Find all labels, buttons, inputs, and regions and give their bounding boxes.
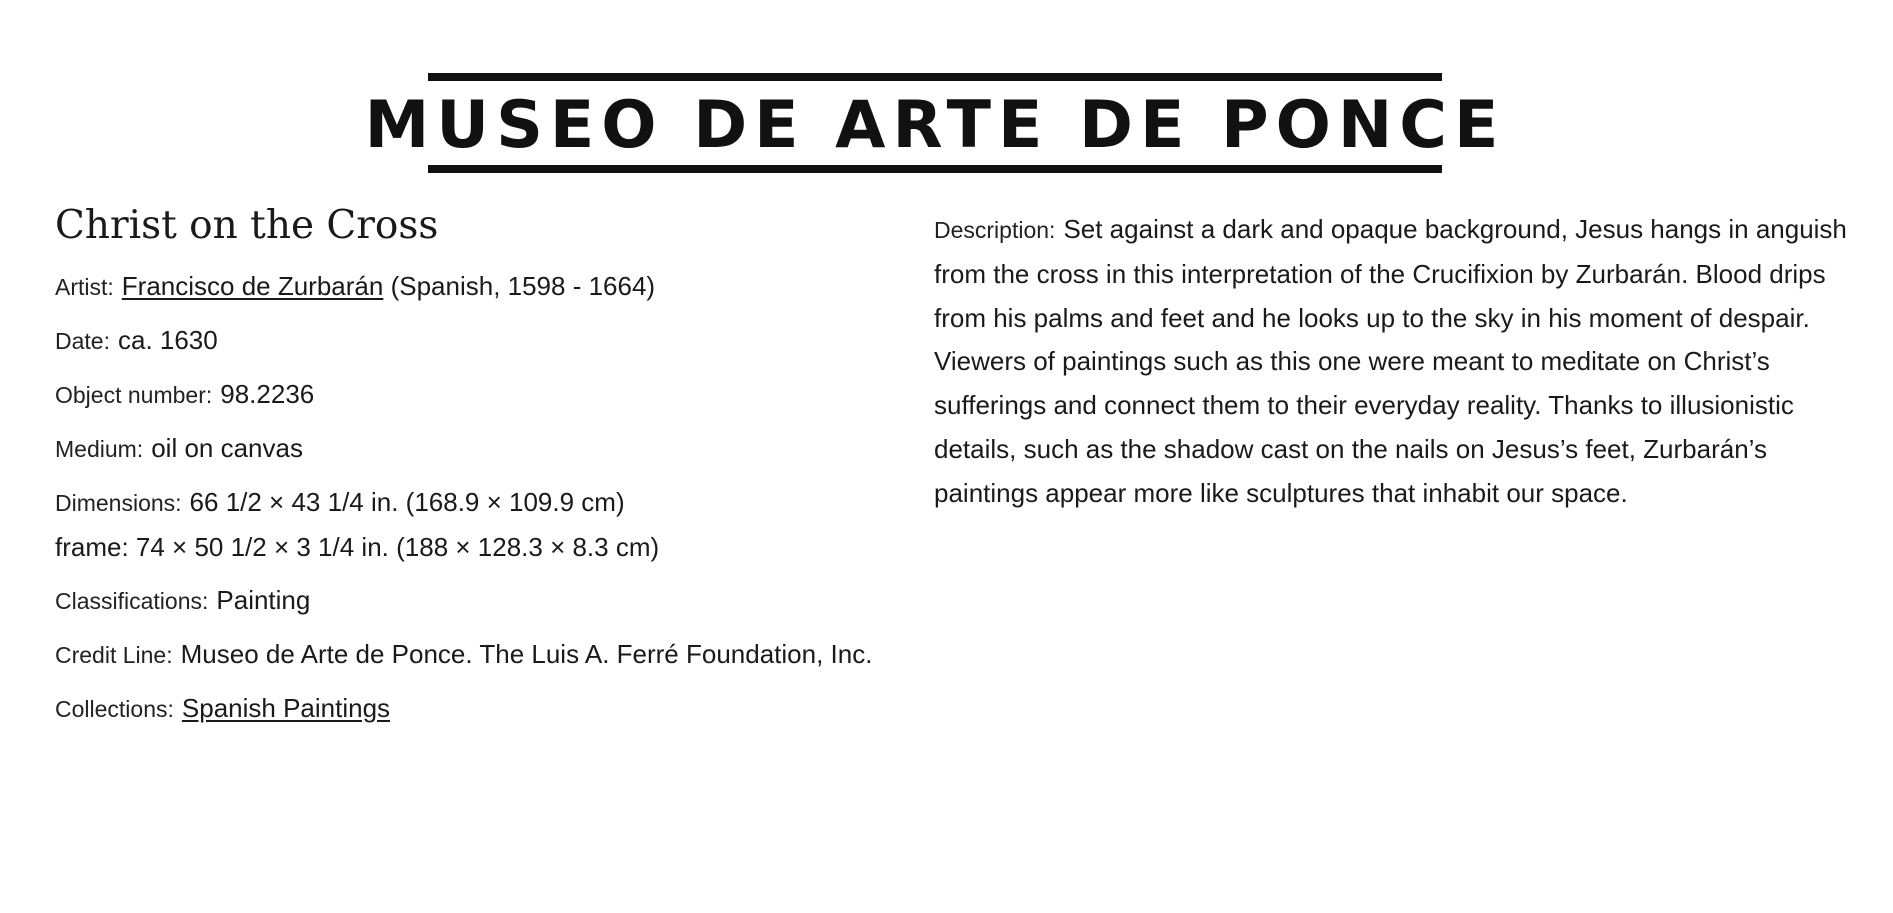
dimensions-value: 66 1/2 × 43 1/4 in. (168.9 × 109.9 cm) [189,487,625,517]
artist-field [55,264,905,309]
collections-link[interactable]: Spanish Paintings [181,693,391,723]
medium-field [55,426,905,471]
artist-label: Artist: [55,274,114,300]
description-text: Set against a dark and opaque background, Jesus hangs in anguish from the cross in this interpretation of the Crucifixion by Zurbarán. Blood drips from his palms and feet and he looks up to the sky in his moment of despair. Viewers of paintings such as this one were meant to meditate on Christ’s sufferings and connect them to their everyday reality. Thanks to illusionistic details, such as the shadow cast on the nails on Jesus’s feet, Zurbarán’s paintings appear more like sculptures that inhabit our space. [934,214,1847,508]
frame-dimensions-value: frame: 74 × 50 1/2 × 3 1/4 in. (188 × 128.3 × 8.3 cm) [55,532,660,562]
credit-line-value: Museo de Arte de Ponce. The Luis A. Ferré Foundation, Inc. [180,639,873,669]
date-field [55,318,905,363]
artwork-details [55,200,905,740]
date-label: Date: [55,328,110,354]
dimensions-line [55,480,905,525]
object-number-label: Object number: [55,382,213,408]
object-number-value: 98.2236 [220,379,315,409]
medium-value: oil on canvas [151,433,303,463]
description-label: Description: [934,217,1056,243]
museum-logo-text: MUSEO DE ARTE DE PONCE [364,87,1506,163]
classifications-value: Painting [216,585,311,615]
classifications-field [55,578,905,623]
collections-field [55,686,905,731]
credit-line-label: Credit Line: [55,642,173,668]
date-value: ca. 1630 [117,325,218,355]
description-panel [934,208,1859,578]
dimensions-label: Dimensions: [55,490,182,516]
museum-logo[interactable] [364,73,1506,173]
artwork-title: Christ on the Cross [55,203,439,248]
object-number-field [55,372,905,417]
credit-line-field [55,632,905,677]
dimensions-field [55,480,905,569]
artist-link[interactable]: Francisco de Zurbarán [121,271,384,301]
classifications-label: Classifications: [55,588,209,614]
collections-label: Collections: [55,696,174,722]
medium-label: Medium: [55,436,144,462]
artist-info: (Spanish, 1598 - 1664) [390,271,656,301]
